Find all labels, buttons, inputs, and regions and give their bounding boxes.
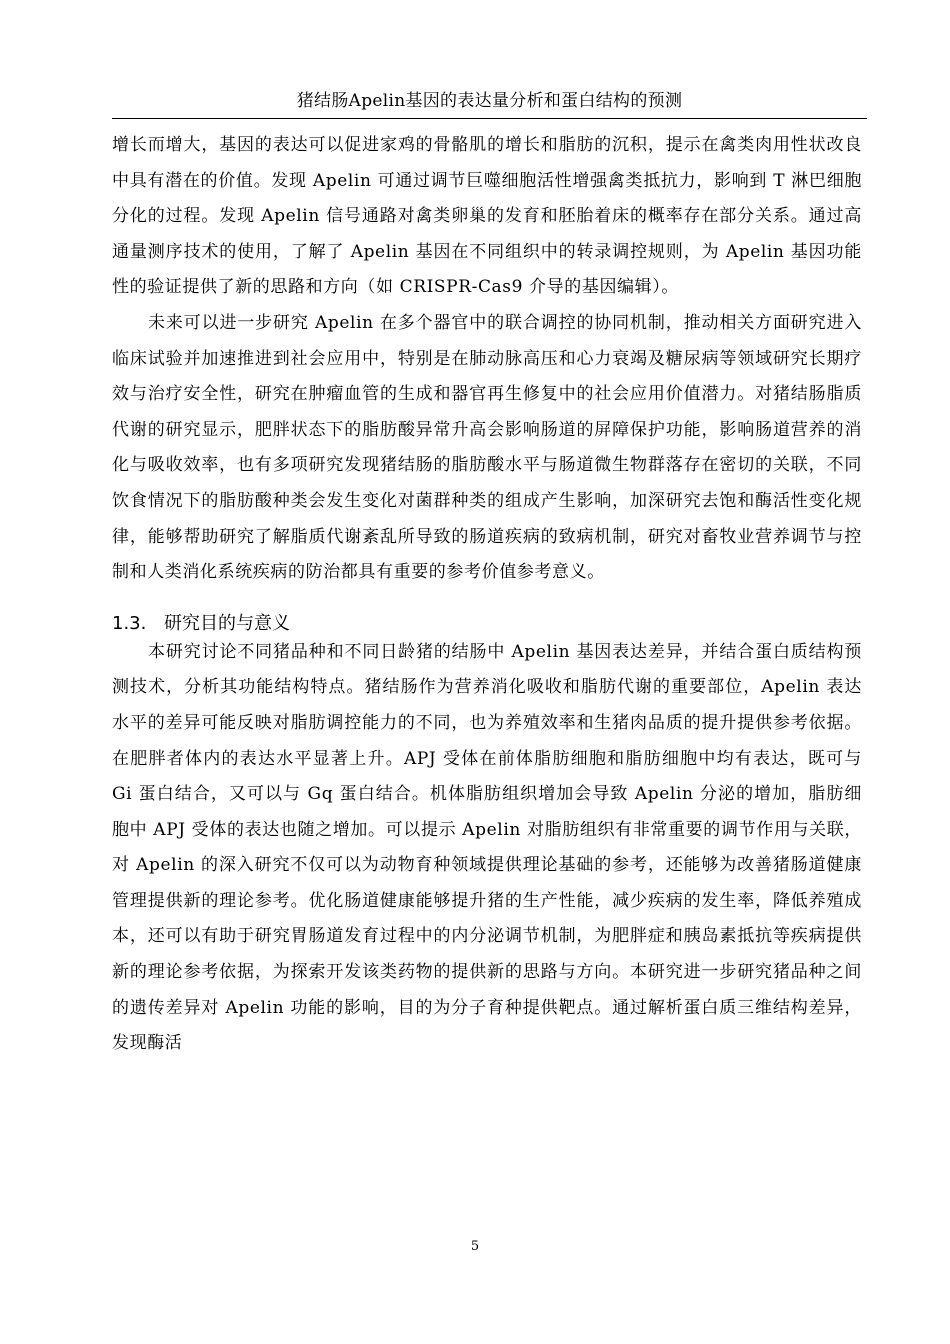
section-number: 1.3. — [112, 612, 147, 634]
paragraph-research-purpose: 本研究讨论不同猪品种和不同日龄猪的结肠中 Apelin 基因表达差异，并结合蛋白质结构预测技术，分析其功能结构特点。猪结肠作为营养消化吸收和脂肪代谢的重要部位，Apelin 表达水平的差异可能反映对脂肪调控能力的不同，也为养殖效率和生猪肉品质的提升提供参考依据。在肥胖者体内的表达水平显著上升。APJ 受体在前体脂肪细胞和脂肪细胞中均有表达，既可与 Gi 蛋白结合，又可以与 Gq 蛋白结合。机体脂肪组织增加会导致 Apelin 分泌的增加，脂肪细胞中 APJ 受体的表达也随之增加。可以提示 Apelin 对脂肪组织有非常重要的调节作用与关联，对 Apelin 的深入研究不仅可以为动物育种领域提供理论基础的参考，还能够为改善猪肠道健康管理提供新的理论参考。优化肠道健康能够提升猪的生产性能，减少疾病的发生率，降低养殖成本，还可以有助于研究胃肠道发育过程中的内分泌调节机制，为肥胖症和胰岛素抵抗等疾病提供新的理论参考依据，为探索开发该类药物的提供新的思路与方向。本研究进一步研究猪品种之间的遗传差异对 Apelin 功能的影响，目的为分子育种提供靶点。通过解析蛋白质三维结构差异，发现酶活 — [112, 641, 862, 1054]
paragraph-continuation: 增长而增大，基因的表达可以促进家鸡的骨骼肌的增长和脂肪的沉积，提示在禽类肉用性状改良中具有潜在的价值。发现 Apelin 可通过调节巨噬细胞活性增强禽类抵抗力，影响到 T 淋巴细胞分化的过程。发现 Apelin 信号通路对禽类卵巢的发育和胚胎着床的概率存在部分关系。通过高通量测序技术的使用，了解了 Apelin 基因在不同组织中的转录调控规则，为 Apelin 基因功能性的验证提供了新的思路和方向（如 CRISPR-Cas9 介导的基因编辑）。 — [112, 135, 862, 298]
header-rule — [112, 118, 867, 119]
section-title: 研究目的与意义 — [164, 612, 290, 634]
body-text — [112, 128, 862, 1062]
paragraph-future-research: 未来可以进一步研究 Apelin 在多个器官中的联合调控的协同机制，推动相关方面研究进入临床试验并加速推进到社会应用中，特别是在肺动脉高压和心力衰竭及糖尿病等领域研究长期疗效与治疗安全性，研究在肿瘤血管的生成和器官再生修复中的社会应用价值潜力。对猪结肠脂质代谢的研究显示，肥胖状态下的脂肪酸异常升高会影响肠道的屏障保护功能，影响肠道营养的消化与吸收效率，也有多项研究发现猪结肠的脂肪酸水平与肠道微生物群落存在密切的关联，不同饮食情况下的脂肪酸种类会发生变化对菌群种类的组成产生影响，加深研究去饱和酶活性变化规律，能够帮助研究了解脂质代谢紊乱所导致的肠道疾病的致病机制，研究对畜牧业营养调节与控制和人类消化系统疾病的防治都具有重要的参考价值参考意义。 — [112, 312, 862, 583]
page-number: 5 — [470, 1239, 480, 1254]
running-header: 猪结肠Apelin基因的表达量分析和蛋白结构的预测 — [296, 91, 683, 111]
